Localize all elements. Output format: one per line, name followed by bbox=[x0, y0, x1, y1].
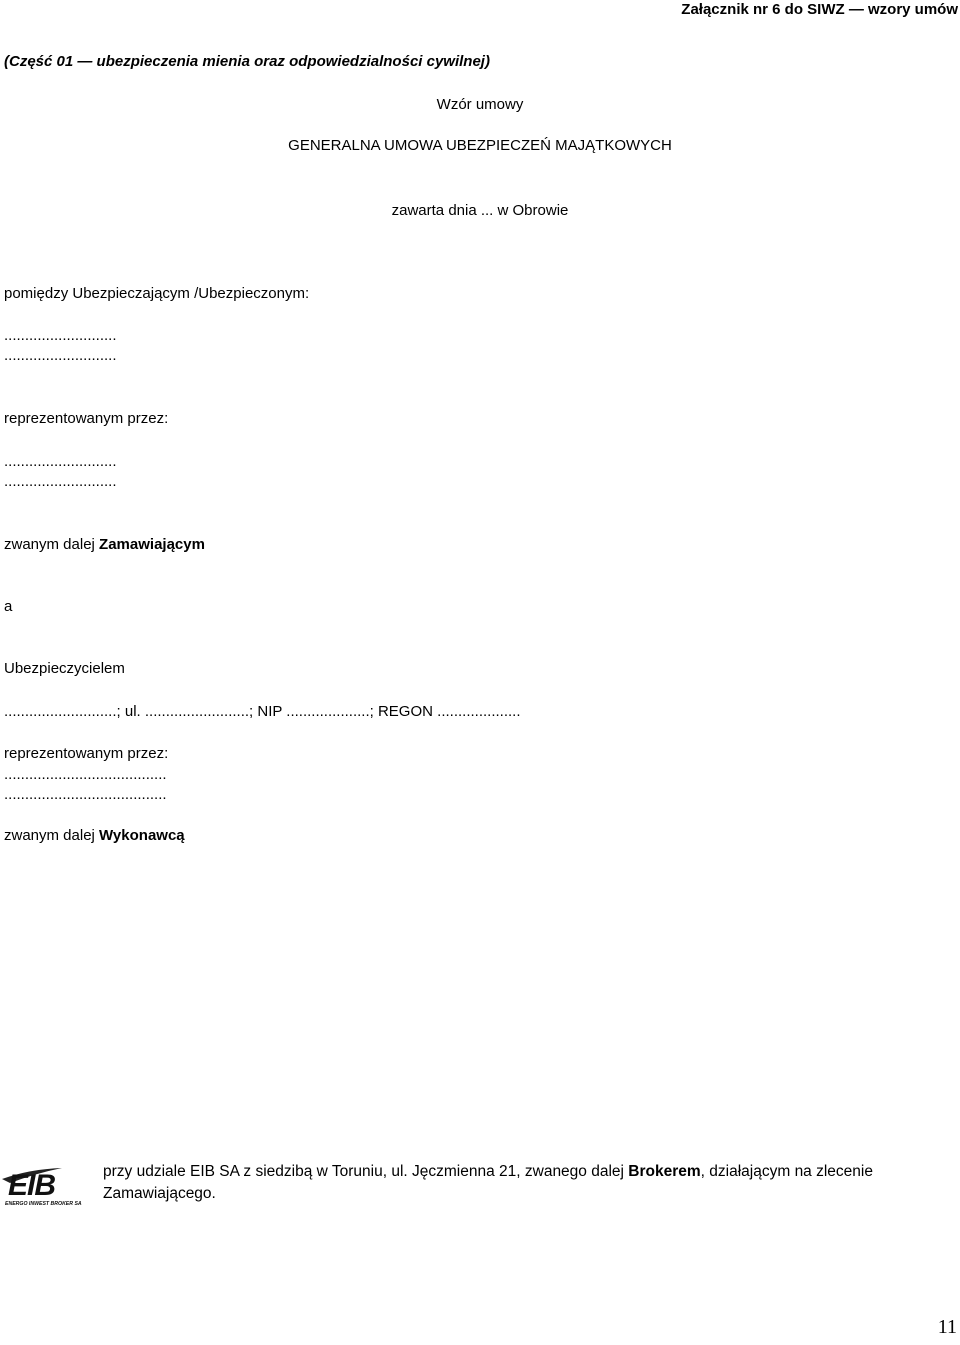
dots-line: ........................... bbox=[4, 473, 117, 490]
contractor-name: Wykonawcą bbox=[99, 827, 185, 844]
contractor-line bbox=[4, 827, 185, 844]
broker-footer bbox=[0, 1156, 960, 1216]
dots-line: ........................... bbox=[4, 453, 117, 470]
concluded-line: zawarta dnia ... w Obrowie bbox=[391, 202, 569, 219]
insurer-details: ...........................; ul. .........................; NIP ....................; REGON .................... bbox=[4, 703, 521, 720]
logo-subtext: ENERGO INWEST BROKER SA bbox=[5, 1201, 82, 1207]
footer-text-after: , działającym na zlecenie Zamawiającego. bbox=[103, 1163, 873, 1202]
represented-label: reprezentowanym przez: bbox=[4, 745, 169, 762]
footer-text bbox=[103, 1161, 923, 1205]
called-prefix: zwanym dalej bbox=[4, 536, 100, 553]
represented-label: reprezentowanym przez: bbox=[4, 410, 169, 427]
eib-logo bbox=[2, 1161, 88, 1207]
ordering-party-name: Zamawiającym bbox=[99, 536, 205, 553]
insurer-label: Ubezpieczycielem bbox=[4, 660, 125, 677]
dots-line: ....................................... bbox=[4, 766, 167, 783]
between-label: pomiędzy Ubezpieczającym /Ubezpieczonym: bbox=[4, 285, 310, 302]
document-title: GENERALNA UMOWA UBEZPIECZEŃ MAJĄTKOWYCH bbox=[288, 137, 672, 154]
called-prefix: zwanym dalej bbox=[4, 827, 100, 844]
dots-line: ........................... bbox=[4, 327, 117, 344]
document-subtitle: Wzór umowy bbox=[436, 96, 524, 113]
dots-line: ....................................... bbox=[4, 786, 167, 803]
dots-line: ........................... bbox=[4, 347, 117, 364]
attachment-header: Załącznik nr 6 do SIWZ — wzory umów bbox=[681, 1, 958, 18]
ordering-party-line bbox=[4, 536, 205, 553]
and-label: a bbox=[4, 598, 13, 615]
part-label: (Część 01 — ubezpieczenia mienia oraz odpowiedzialności cywilnej) bbox=[4, 53, 490, 70]
page-number: 11 bbox=[937, 1316, 957, 1338]
logo-text: EIB bbox=[8, 1169, 56, 1202]
broker-name: Brokerem bbox=[628, 1163, 701, 1180]
footer-text-before: przy udziale EIB SA z siedzibą w Toruniu, ul. Jęczmienna 21, zwanego dalej bbox=[103, 1163, 629, 1180]
